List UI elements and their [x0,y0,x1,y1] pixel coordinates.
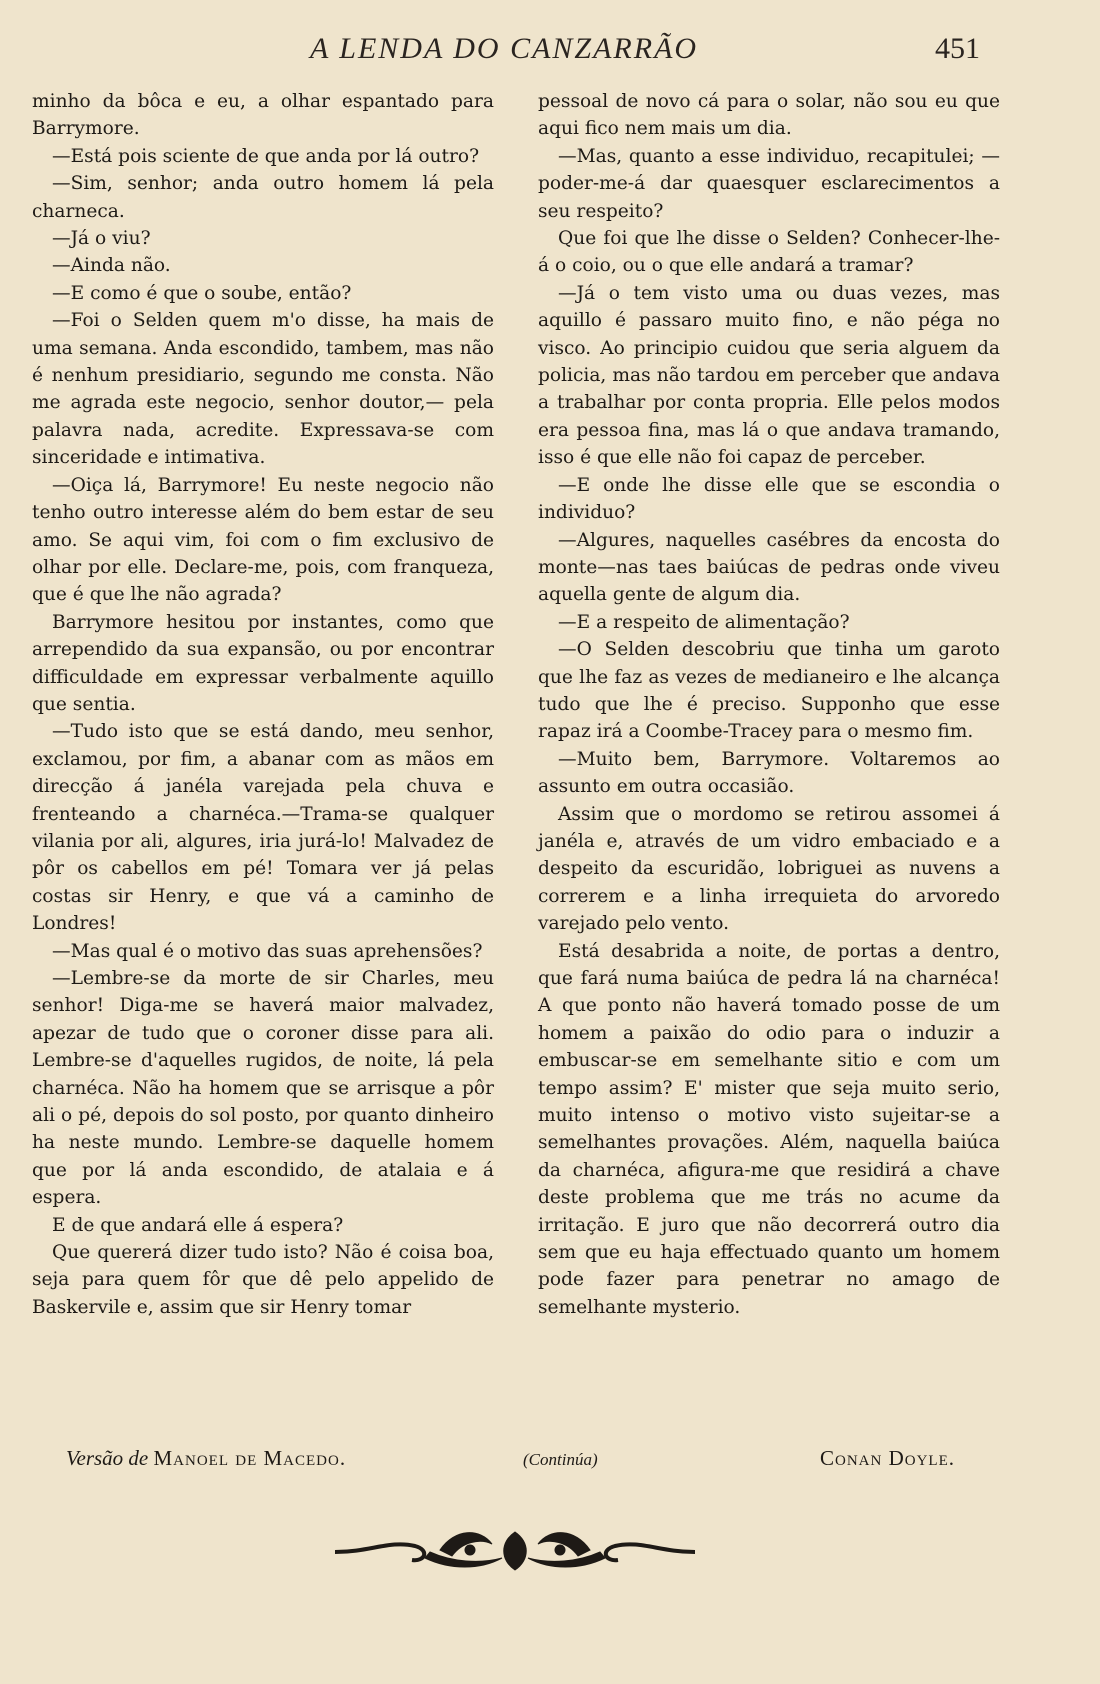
left-column [32,88,494,1321]
paragraph: Que quererá dizer tudo isto? Não é coisa boa, seja para quem fôr que dê pelo appelido de Baskervile e, assim que sir Henry tomar [32,1242,494,1318]
paragraph: Barrymore hesitou por instantes, como que arrependido da sua expansão, ou por encontrar difficuldade em expressar verbalmente aquillo que sentia. [32,611,494,715]
paragraph: —Sim, senhor; anda outro homem lá pela charneca. [32,173,494,222]
paragraph: —Lembre-se da morte de sir Charles, meu senhor! Diga-me se haverá maior malvadez, apezar de tudo que o coroner disse para ali. Lembre-se d'aquelles rugidos, de noite, lá pela charnéca. Não ha homem que se arrisque a pôr ali o pé, depois do sol posto, por quanto dinheiro ha neste mundo. Lembre-se daquelle homem que por lá anda escondido, de atalaia e á espera. [32,968,494,1209]
continua-note: (Continúa) [523,1450,598,1469]
paragraph: E de que andará elle á espera? [52,1214,344,1236]
paragraph: —Tudo isto que se está dando, meu senhor, exclamou, por fim, a abanar com as mãos em direcção á janéla varejada pela chuva e frenteando a charnéca.—Trama-se qualquer vilania por ali, algures, iria jurá-lo! Malvadez de pôr os cabellos em pé! Tomara ver já pelas costas sir Henry, e que vá a caminho de Londres! [32,721,494,935]
right-column [538,88,1000,1321]
translator-name: Manoel de Macedo. [153,1446,347,1470]
translator-credit [66,1446,346,1471]
paragraph: —Oiça lá, Barrymore! Eu neste negocio não tenho outro interesse além do bem estar de seu amo. Se aqui vim, foi com o fim exclusivo de olhar por elle. Declare-me, pois, com franqueza, que é que lhe não agrada? [32,474,494,606]
paragraph: —E como é que o soube, então? [52,282,352,304]
running-head [0,24,1100,74]
paragraph: —E a respeito de alimentação? [558,611,850,633]
paragraph: Assim que o mordomo se retirou assomei á janéla e, através de um vidro embaciado e a despeito da escuridão, lobriguei as nuvens a correrem e a linha irrequieta do arvoredo varejado pelo vento. [538,803,1000,935]
author-credit: Conan Doyle. [820,1446,955,1470]
paragraph: —Mas qual é o motivo das suas aprehensões? [52,940,483,962]
paragraph: pessoal de novo cá para o solar, não sou eu que aqui fico nem mais um dia. [538,91,1000,140]
paragraph: Que foi que lhe disse o Selden? Conhecer-lhe-á o coio, ou o que elle andará a tramar? [538,228,1000,277]
paragraph: —Já o tem visto uma ou duas vezes, mas aquillo é passaro muito fino, e não péga no visco. Ao principio cuidou que seria alguem da policia, mas não tardou em perceber que andava a trabalhar por conta propria. Elle pelos modos era pessoa fina, mas lá o que andava tramando, isso é que elle não foi capaz de perceber. [538,282,1000,469]
paragraph: minho da bôca e eu, a olhar espantado para Barrymore. [32,91,494,140]
paragraph: —Mas, quanto a esse individuo, recapitulei; —poder-me-á dar quaesquer esclarecimentos a seu respeito? [538,145,1000,222]
flourish-ornament-icon [330,1520,700,1580]
credits-line [0,1440,1100,1480]
page-number: 451 [935,32,980,65]
paragraph: —Já o viu? [52,228,151,250]
translator-label: Versão de [66,1446,149,1470]
paragraph: —Ainda não. [52,255,171,277]
paragraph: —O Selden descobriu que tinha um garoto que lhe faz as vezes de medianeiro e lhe alcança tudo que lhe é preciso. Supponho que esse rapaz irá a Coombe-Tracey para o mesmo fim. [538,639,1000,743]
running-title: A LENDA DO CANZARRÃO [310,32,699,65]
paragraph: —E onde lhe disse elle que se escondia o individuo? [538,474,1000,524]
paragraph: —Algures, naquelles casébres da encosta do monte—nas taes baiúcas de pedras onde viveu aquella gente de algum dia. [538,529,1000,606]
paragraph: Está desabrida a noite, de portas a dentro, que fará numa baiúca de pedra lá na charnéca! A que ponto não haverá tomado posse de um homem a paixão do odio para o induzir a embuscar-se em semelhante sitio e com um tempo assim? E' mister que seja muito serio, muito intenso o motivo visto sujeitar-se a semelhantes provações. Além, naquella baiúca da charnéca, afigura-me que residirá a chave deste problema que me trás no acume da irritação. E juro que não decorrerá outro dia sem que eu haja effectuado quanto um homem pode fazer para penetrar no amago de semelhante mysterio. [538,940,1000,1318]
paragraph: —Muito bem, Barrymore. Voltaremos ao assunto em outra occasião. [538,748,1000,798]
paragraph: —Está pois sciente de que anda por lá outro? [52,145,480,167]
paragraph: —Foi o Selden quem m'o disse, ha mais de uma semana. Anda escondido, tambem, mas não é nenhum presidiario, segundo me consta. Não me agrada este negocio, senhor doutor,— pela palavra nada, acredite. Expressava-se com sinceridade e intimativa. [32,310,494,469]
